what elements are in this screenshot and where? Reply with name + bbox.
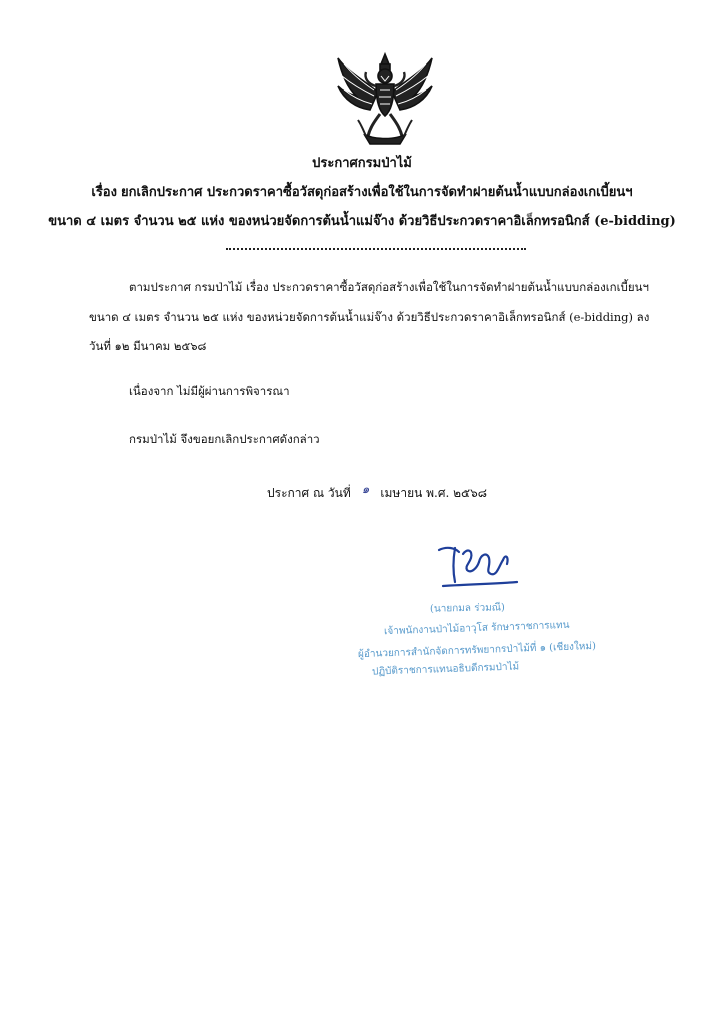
signer-name: (นายกมล ร่วมณี) xyxy=(429,602,506,615)
handwritten-signature xyxy=(433,538,523,592)
signer-office: ผู้อำนวยการสำนักจัดการทรัพยากรป่าไม้ที่ ๑ (เชียงใหม่) xyxy=(357,640,597,661)
dateline-day: ๑ xyxy=(361,482,370,496)
paragraph-1-line-2: ขนาด ๔ เมตร จำนวน ๒๕ แห่ง ของหน่วยจัดการต้นน้ำแม่จ๊าง ด้วยวิธีประกวดราคาอิเล็กทรอนิกส์ (e-bidding) ลง xyxy=(89,310,650,324)
announcement-dateline xyxy=(267,484,487,503)
paragraph-cancellation: กรมป่าไม้ จึงขอยกเลิกประกาศดังกล่าว xyxy=(129,432,320,446)
garuda-emblem-icon xyxy=(334,50,436,146)
dateline-prefix: ประกาศ ณ วันที่ xyxy=(267,486,351,500)
subject-line-2: ขนาด ๔ เมตร จำนวน ๒๕ แห่ง ของหน่วยจัดการต้นน้ำแม่จ๊าง ด้วยวิธีประกวดราคาอิเล็กทรอนิกส์ (e-bidding) xyxy=(48,214,676,229)
subject-text-1: ยกเลิกประกาศ ประกวดราคาซื้อวัสดุก่อสร้างเพื่อใช้ในการจัดทำฝายต้นน้ำแบบกล่องเกเบี้ยนฯ xyxy=(120,185,633,200)
dotted-divider xyxy=(226,240,526,250)
paragraph-reason: เนื่องจาก ไม่มีผู้ผ่านการพิจารณา xyxy=(129,384,290,398)
paragraph-1-line-3: วันที่ ๑๒ มีนาคม ๒๕๖๘ xyxy=(89,339,207,353)
announcement-title: ประกาศกรมป่าไม้ xyxy=(312,156,412,171)
signer-acting-for: ปฏิบัติราชการแทนอธิบดีกรมป่าไม้ xyxy=(371,661,520,678)
subject-line-1 xyxy=(0,181,724,202)
signer-position: เจ้าพนักงานป่าไม้อาวุโส รักษาราชการแทน xyxy=(383,619,570,638)
subject-label: เรื่อง xyxy=(91,185,117,200)
dateline-suffix: เมษายน พ.ศ. ๒๕๖๘ xyxy=(380,486,487,500)
paragraph-1-line-1: ตามประกาศ กรมป่าไม้ เรื่อง ประกวดราคาซื้อวัสดุก่อสร้างเพื่อใช้ในการจัดทำฝายต้นน้ำแบบกล่องเกเบี้ยนฯ xyxy=(129,280,649,294)
